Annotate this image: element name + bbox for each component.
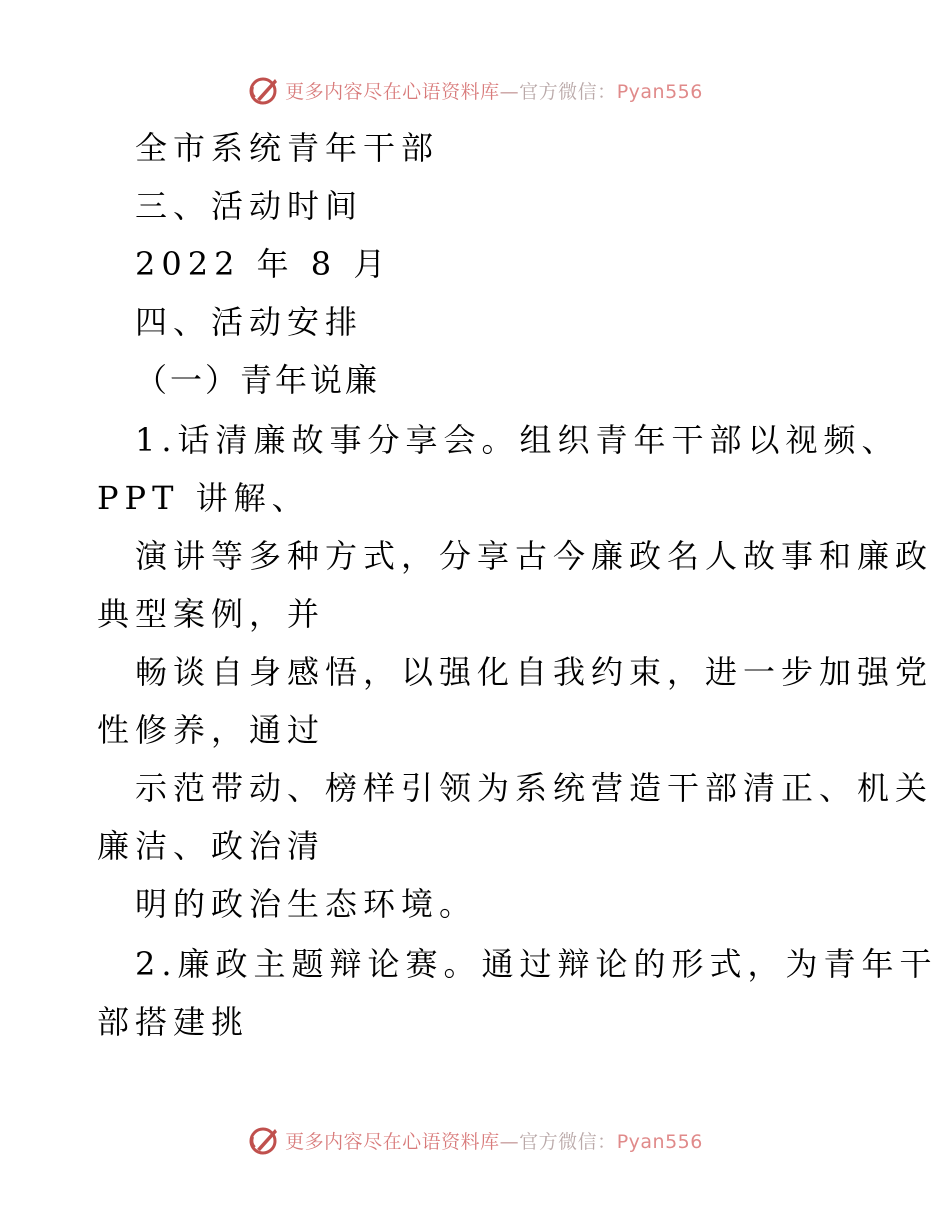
body-line: 示范带动、榜样引领为系统营造干部清正、机关 xyxy=(135,769,934,807)
watermark-slogan: 更多内容尽在心语资料库 xyxy=(285,1130,500,1153)
quill-logo-icon xyxy=(247,1123,281,1157)
section-heading: 四、活动安排 xyxy=(135,303,364,341)
body-line: PPT 讲解、 xyxy=(97,479,310,517)
body-line: 2.廉政主题辩论赛。通过辩论的形式，为青年干 xyxy=(135,945,938,983)
body-line: 明的政治生态环境。 xyxy=(135,885,478,923)
footer-watermark xyxy=(0,1120,950,1160)
section-heading: 三、活动时间 xyxy=(135,187,364,225)
body-line: 畅谈自身感悟，以强化自我约束，进一步加强党 xyxy=(135,653,934,691)
watermark-label: 官方微信： xyxy=(519,1130,617,1153)
watermark-separator: — xyxy=(499,1130,520,1153)
quill-logo-icon xyxy=(247,73,281,107)
body-line: 全市系统青年干部 xyxy=(135,129,440,167)
body-line: 性修养，通过 xyxy=(97,711,326,749)
body-line: 部搭建挑 xyxy=(97,1003,250,1041)
body-line: 典型案例，并 xyxy=(97,595,326,633)
subsection-heading: （一）青年说廉 xyxy=(135,361,381,399)
body-line: 1.话清廉故事分享会。组织青年干部以视频、 xyxy=(135,421,900,459)
header-watermark xyxy=(0,70,950,110)
body-line: 2022 年 8 月 xyxy=(135,245,392,283)
body-line: 廉洁、政治清 xyxy=(97,827,326,865)
watermark-text xyxy=(285,77,703,104)
watermark-separator: — xyxy=(499,80,520,103)
watermark-slogan: 更多内容尽在心语资料库 xyxy=(285,80,500,103)
watermark-account: Pyan556 xyxy=(616,1130,703,1153)
watermark-label: 官方微信： xyxy=(519,80,617,103)
watermark-account: Pyan556 xyxy=(616,80,703,103)
watermark-text xyxy=(285,1127,703,1154)
body-line: 演讲等多种方式，分享古今廉政名人故事和廉政 xyxy=(135,537,934,575)
